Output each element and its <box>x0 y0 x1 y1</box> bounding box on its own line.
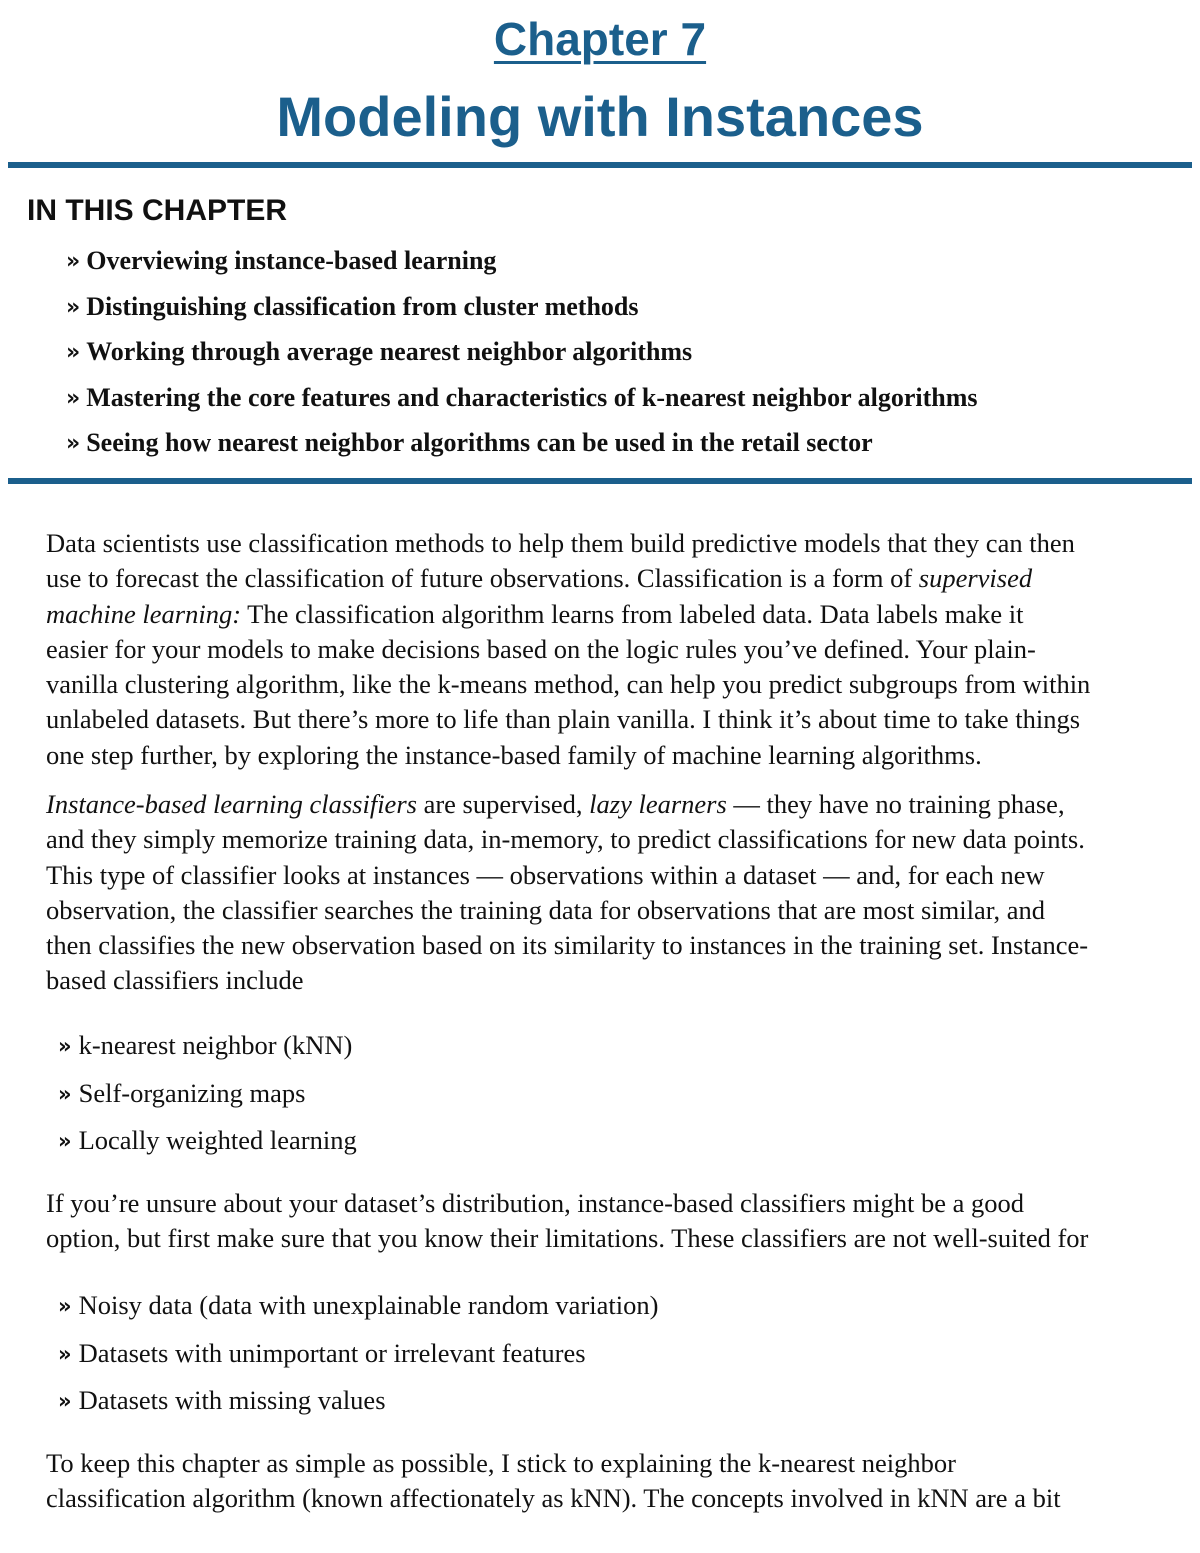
limitations-list <box>58 1284 658 1427</box>
text-line: unlabeled datasets. But there’s more to life than plain vanilla. I think it’s about time to take things <box>46 704 1081 735</box>
text-run: — they have no training phase, <box>726 789 1065 819</box>
text-run: The classification algorithm learns from labeled data. Data labels make it <box>241 598 1024 629</box>
emphasis-term: Instance-based learning classifiers <box>46 789 417 819</box>
bottom-divider <box>8 478 1192 484</box>
chapter-topic-item <box>66 242 978 288</box>
double-chevron-right-icon: » <box>58 1034 72 1058</box>
chapter-topic-item <box>66 288 978 334</box>
in-this-chapter-heading: IN THIS CHAPTER <box>27 194 288 227</box>
emphasis-term: supervised <box>918 563 1033 594</box>
list-item-text: Datasets with missing values <box>78 1385 386 1415</box>
double-chevron-right-icon: » <box>58 1341 72 1366</box>
classifier-list <box>58 1024 357 1167</box>
double-chevron-right-icon: » <box>58 1389 72 1413</box>
list-item <box>58 1119 357 1167</box>
emphasis-term: lazy learners <box>589 789 727 819</box>
text-line: To keep this chapter as simple as possible, I stick to explaining the k-nearest neighbor <box>46 1448 956 1478</box>
text-line: If you’re unsure about your dataset’s distribution, instance-based classifiers might be a good <box>46 1188 1025 1218</box>
instance-based-paragraph <box>46 787 1186 999</box>
chapter-topic-text: Seeing how nearest neighbor algorithms can be used in the retail sector <box>86 428 873 457</box>
chapter-title: Modeling with Instances <box>276 85 924 148</box>
text-line <box>46 561 1186 596</box>
emphasis-term: machine learning: <box>46 598 242 629</box>
text-line: based classifiers include <box>46 965 304 996</box>
chapter-topic-item <box>66 424 978 470</box>
list-item <box>58 1379 658 1427</box>
chapter-topic-text: Overviewing instance-based learning <box>86 246 497 275</box>
text-line: then classifies the new observation based on its similarity to instances in the training set. Instance- <box>46 930 1089 961</box>
list-item-text: Datasets with unimportant or irrelevant features <box>78 1337 586 1368</box>
chapter-topic-item <box>66 333 978 379</box>
text-line <box>46 597 1186 632</box>
top-divider <box>8 162 1192 168</box>
chapter-topic-text: Working through average nearest neighbor algorithms <box>86 337 693 366</box>
limitations-paragraph <box>46 1186 1186 1257</box>
double-chevron-right-icon: » <box>58 1081 72 1106</box>
list-item-text: Self-organizing maps <box>78 1077 306 1108</box>
double-chevron-right-icon: » <box>58 1129 72 1153</box>
chapter-topic-text: Mastering the core features and characteristics of k-nearest neighbor algorithms <box>86 382 978 412</box>
double-chevron-right-icon: » <box>66 249 81 274</box>
intro-paragraph <box>46 526 1186 773</box>
chapter-topic-item <box>66 379 978 425</box>
text-line: option, but first make sure that you know their limitations. These classifiers are not well-suited for <box>46 1223 1089 1254</box>
text-line: one step further, by exploring the instance-based family of machine learning algorithms. <box>46 739 982 770</box>
text-run: are supervised, <box>416 789 590 819</box>
chapter-topic-text: Distinguishing classification from cluster methods <box>86 291 639 321</box>
text-run: use to forecast the classification of future observations. Classification is a form of <box>46 563 919 594</box>
list-item-text: Noisy data (data with unexplainable random variation) <box>78 1290 659 1320</box>
double-chevron-right-icon: » <box>58 1294 72 1318</box>
list-item <box>58 1284 658 1332</box>
text-line: This type of classifier looks at instances — observations within a dataset — and, for each new <box>46 859 1045 890</box>
chapter-label: Chapter 7 <box>493 13 707 65</box>
list-item-text: Locally weighted learning <box>78 1125 357 1155</box>
double-chevron-right-icon: » <box>66 294 81 320</box>
text-line: easier for your models to make decisions based on the logic rules you’ve defined. Your plain- <box>46 633 1036 664</box>
in-this-chapter-list <box>66 242 978 470</box>
text-line: vanilla clustering algorithm, like the k-means method, can help you predict subgroups from within <box>46 669 1091 700</box>
text-line: observation, the classifier searches the training data for observations that are most similar, and <box>46 894 1045 925</box>
list-item <box>58 1332 658 1380</box>
list-item <box>58 1024 357 1072</box>
list-item <box>58 1072 357 1120</box>
text-line: Data scientists use classification methods to help them build predictive models that they can then <box>46 528 1075 558</box>
text-line <box>46 787 1186 822</box>
text-line: classification algorithm (known affectionately as kNN). The concepts involved in kNN are a bit <box>46 1483 1061 1514</box>
list-item-text: k-nearest neighbor (kNN) <box>78 1030 353 1060</box>
knn-intro-paragraph <box>46 1446 1186 1517</box>
double-chevron-right-icon: » <box>66 385 81 411</box>
double-chevron-right-icon: » <box>66 431 81 456</box>
text-line: and they simply memorize training data, in-memory, to predict classifications for new data points. <box>46 824 1085 855</box>
double-chevron-right-icon: » <box>66 340 81 365</box>
